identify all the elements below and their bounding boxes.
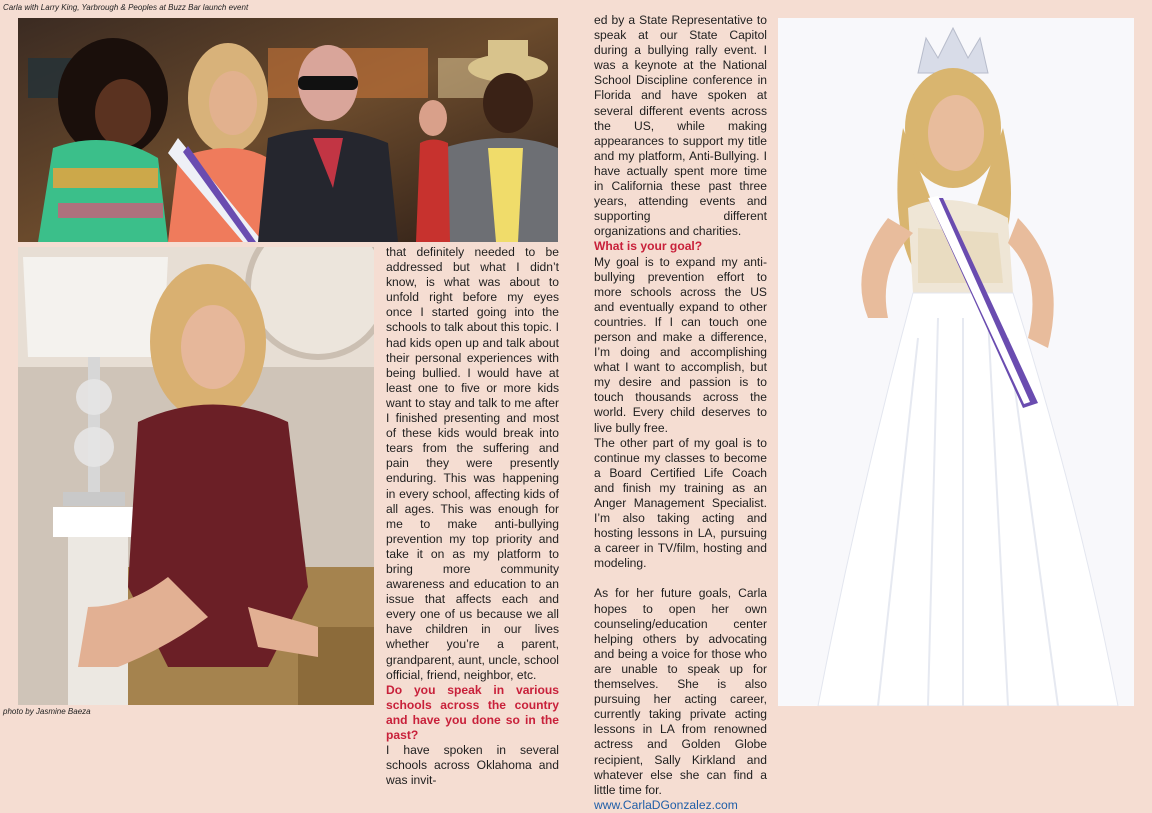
article-column-1 — [386, 245, 559, 788]
column2-paragraph-3: The other part of my goal is to continue my classes to become a Board Certified Life Coach and finish my training as an Anger Management Specialist. I’m also taking acting and hosting lessons in LA, pursuing a career in TV/film, hosting and modeling. — [594, 435, 767, 571]
paragraph-gap — [594, 571, 767, 586]
portrait-photo-gown — [778, 18, 1134, 706]
column2-paragraph-2: My goal is to expand my anti-bullying prevention effort to more schools across the US and eventually expand to other countries. If I can touch one person and make a difference, I’m doing and accomplishing what I want to accomplish, but my desire and passion is to touch thousands across the world. Every child deserves to live bully free. — [594, 254, 767, 435]
column2-paragraph-4: As for her future goals, Carla hopes to open her own counseling/education center helping others by advocating and being a voice for those who are unable to speak up for themselves. She is also pursuing her acting career, currently taking private acting lessons in LA from renowned actress and Golden Globe recipient, Sally Kirkland and whatever else she can find a little time for. — [594, 586, 767, 797]
group-photo — [18, 18, 558, 242]
article-column-2 — [594, 13, 767, 813]
portrait-photo-seated — [18, 247, 374, 705]
top-photo-caption: Carla with Larry King, Yarbrough & Peoples at Buzz Bar launch event — [3, 3, 249, 12]
question-goal: What is your goal? — [594, 239, 703, 254]
website-link[interactable]: www.CarlaDGonzalez.com — [594, 797, 738, 812]
column1-paragraph-1: that definitely needed to be addressed but what I didn’t know, is what was about to unfold right before my eyes once I started going into the schools to talk about this topic. I had kids open up and talk about their personal experiences with being bullied. I would have at least one to five or more kids want to stay and talk to me after I finished presenting and most of these kids would break into tears from the suffering and pain they were presently enduring. This was happening in every school, affecting kids of all ages. This was enough for me to make anti-bullying prevention my top priority and take it on as my platform to bring more community awareness and education to an issue that affects each and every one of us because we all have children in our lives whether you’re a parent, grandparent, aunt, uncle, school official, friend, neighbor, etc. — [386, 245, 559, 682]
column2-paragraph-1: ed by a State Representative to speak at our State Capitol during a bullying rally event. I was a keynote at the National School Discipline conference in Florida and have spoken at several different events across the US, while making appearances to support my title and my platform, Anti-Bullying. I have actually spent more time in California these past three years, attending events and supporting different organizations and charities. — [594, 13, 767, 239]
question-speak-in-schools: Do you speak in various schools across the country and have you done so in the past? — [386, 682, 559, 742]
column1-paragraph-2: I have spoken in several schools across Oklahoma and was invit- — [386, 743, 559, 788]
bottom-photo-caption: photo by Jasmine Baeza — [3, 707, 91, 716]
